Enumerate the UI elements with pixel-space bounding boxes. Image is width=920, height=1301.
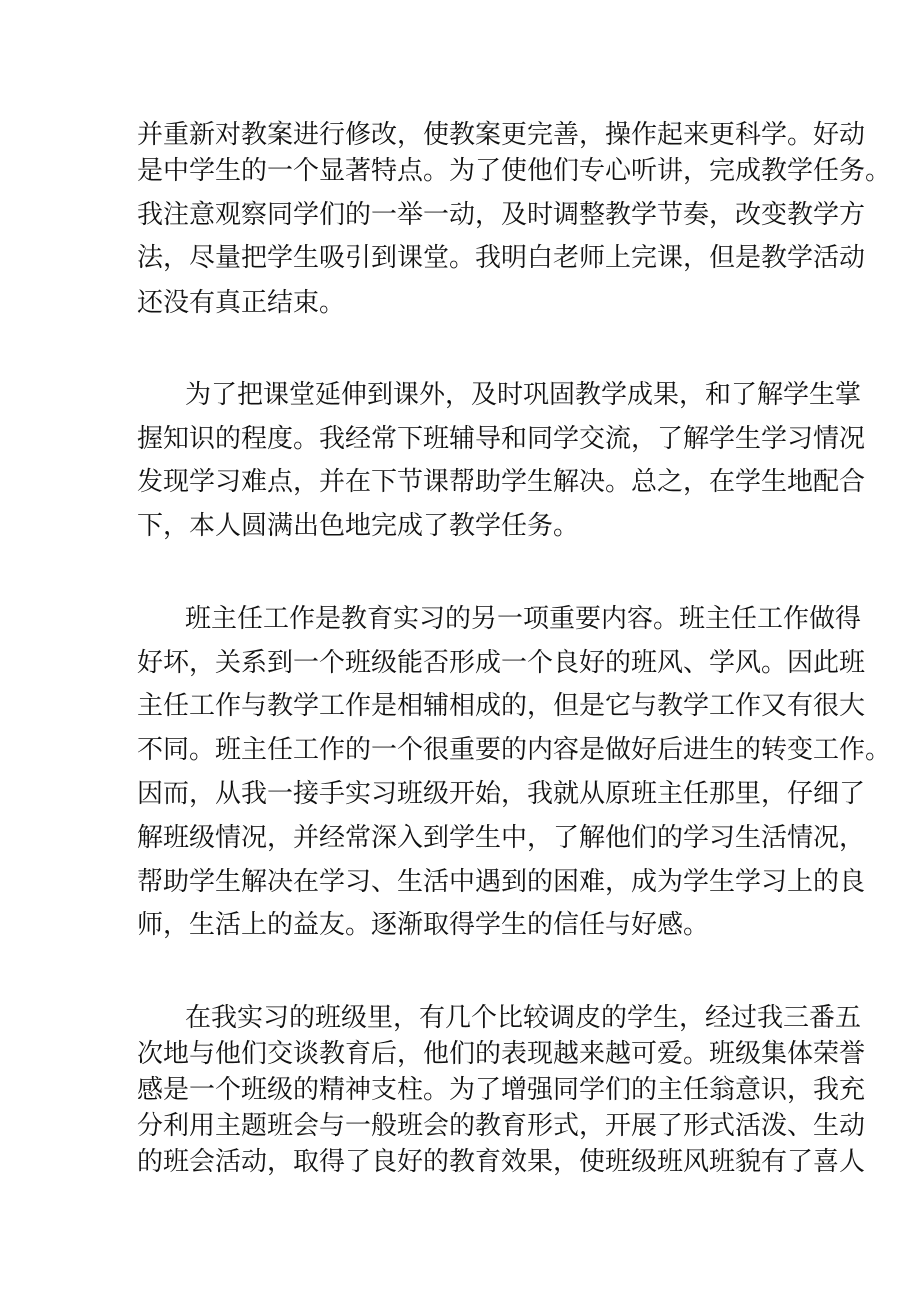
paragraph-3-line-3: 主任工作与教学工作是相辅相成的，但是它与教学工作又有很大 xyxy=(137,691,866,721)
paragraph-4-line-4: 分利用主题班会与一般班会的教育形式，开展了形式活泼、生动 xyxy=(137,1111,866,1141)
paragraph-1-line-2: 是中学生的一个显著特点。为了使他们专心听讲，完成教学任务。 xyxy=(137,156,892,186)
paragraph-3-line-4: 不同。班主任工作的一个很重要的内容是做好后进生的转变工作。 xyxy=(137,735,892,765)
paragraph-3-line-7: 帮助学生解决在学习、生活中遇到的困难，成为学生学习上的良 xyxy=(137,867,866,897)
paragraph-4-line-3: 感是一个班级的精神支柱。为了增强同学们的主任翁意识，我充 xyxy=(137,1075,866,1105)
paragraph-3-line-8: 师，生活上的益友。逐渐取得学生的信任与好感。 xyxy=(137,910,710,940)
paragraph-1-line-1: 并重新对教案进行修改，使教案更完善，操作起来更科学。好动 xyxy=(137,120,866,150)
paragraph-3-line-5: 因而，从我一接手实习班级开始，我就从原班主任那里，仔细了 xyxy=(137,779,866,809)
paragraph-4-line-2: 次地与他们交谈教育后，他们的表现越来越可爱。班级集体荣誉 xyxy=(137,1039,866,1069)
paragraph-2-line-2: 握知识的程度。我经常下班辅导和同学交流，了解学生学习情况 xyxy=(137,424,866,454)
paragraph-3-line-1: 班主任工作是教育实习的另一项重要内容。班主任工作做得 xyxy=(185,604,862,634)
paragraph-3-line-6: 解班级情况，并经常深入到学生中，了解他们的学习生活情况， xyxy=(137,823,866,853)
paragraph-3-line-2: 好坏，关系到一个班级能否形成一个良好的班风、学风。因此班 xyxy=(137,648,866,678)
paragraph-1-line-3: 我注意观察同学们的一举一动，及时调整教学节奏，改变教学方 xyxy=(137,200,866,230)
paragraph-2-line-3: 发现学习难点，并在下节课帮助学生解决。总之，在学生地配合 xyxy=(137,467,866,497)
paragraph-4-line-5: 的班会活动，取得了良好的教育效果，使班级班风班貌有了喜人 xyxy=(137,1147,866,1177)
paragraph-4-line-1: 在我实习的班级里，有几个比较调皮的学生，经过我三番五 xyxy=(185,1003,862,1033)
paragraph-1-line-4: 法，尽量把学生吸引到课堂。我明白老师上完课，但是教学活动 xyxy=(137,243,866,273)
paragraph-2-line-4: 下，本人圆满出色地完成了教学任务。 xyxy=(137,511,580,541)
paragraph-2-line-1: 为了把课堂延伸到课外，及时巩固教学成果，和了解学生掌 xyxy=(185,380,862,410)
paragraph-1-line-5: 还没有真正结束。 xyxy=(137,288,346,318)
